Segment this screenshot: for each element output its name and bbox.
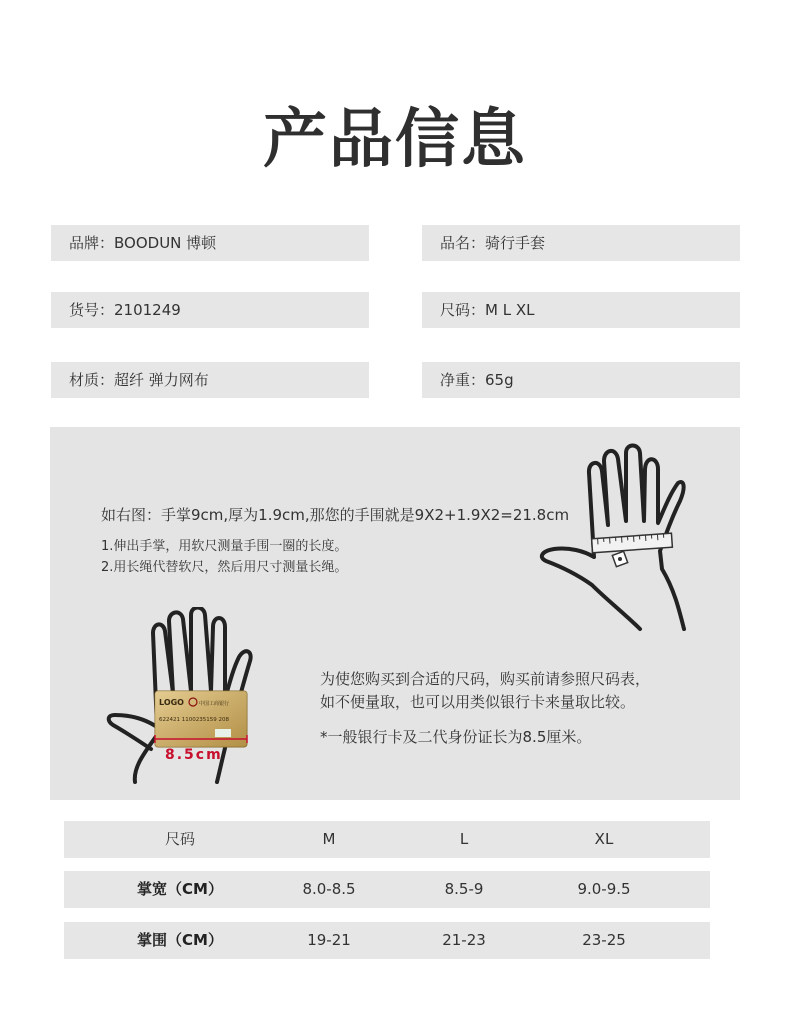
header-xl: XL	[594, 830, 614, 848]
info-size-text: 尺码：M L XL	[440, 301, 535, 319]
info-weight	[422, 362, 740, 398]
header-size: 尺码	[164, 830, 195, 848]
table-cell: 23-25	[582, 931, 626, 949]
table-cell: 19-21	[307, 931, 351, 949]
card-length-label: 8.5cm	[165, 747, 223, 763]
row-label-palm-circumference: 掌围（CM）	[137, 931, 223, 949]
info-brand	[51, 225, 369, 261]
card-bank-name: 中国工商银行	[199, 701, 230, 707]
header-m: M	[322, 830, 336, 848]
info-size	[422, 292, 740, 328]
table-row	[64, 922, 710, 959]
info-item-number	[51, 292, 369, 328]
hand-tape-measure-illustration	[534, 439, 704, 634]
card-logo-text: LOGO	[159, 698, 184, 707]
info-item-number-text: 货号：2101249	[69, 301, 181, 319]
measure-guide-panel	[50, 427, 740, 800]
table-cell: 8.5-9	[444, 880, 484, 898]
guide-step-1: 1.伸出手掌，用软尺测量手围一圈的长度。	[101, 539, 348, 554]
guide-formula: 如右图：手掌9cm,厚为1.9cm,那您的手围就是9X2+1.9X2=21.8cm	[101, 506, 570, 524]
info-material	[51, 362, 369, 398]
info-material-text: 材质：超纤 弹力网布	[69, 371, 209, 389]
info-product-name	[422, 225, 740, 261]
size-table-header	[64, 821, 710, 858]
row-label-palm-width: 掌宽（CM）	[137, 880, 223, 898]
guide-tip-2: 如不便量取，也可以用类似银行卡来量取比较。	[320, 693, 636, 711]
info-product-name-text: 品名：骑行手套	[440, 234, 546, 252]
guide-step-2: 2.用长绳代替软尺，然后用尺寸测量长绳。	[101, 560, 348, 575]
table-cell: 21-23	[442, 931, 486, 949]
guide-note: *一般银行卡及二代身份证长为8.5厘米。	[320, 728, 592, 746]
info-brand-text: 品牌：BOODUN 博顿	[69, 234, 217, 252]
bank-card-icon	[155, 691, 247, 747]
guide-tip-1: 为使您购买到合适的尺码，购买前请参照尺码表，	[320, 670, 651, 688]
page-title: 产品信息	[263, 103, 527, 177]
card-number: 622421 1100235159 208	[159, 717, 229, 723]
info-weight-text: 净重：65g	[440, 371, 514, 389]
header-l: L	[459, 830, 469, 848]
hand-bank-card-illustration	[105, 607, 265, 787]
table-cell: 9.0-9.5	[577, 880, 631, 898]
table-row	[64, 871, 710, 908]
table-cell: 8.0-8.5	[302, 880, 356, 898]
